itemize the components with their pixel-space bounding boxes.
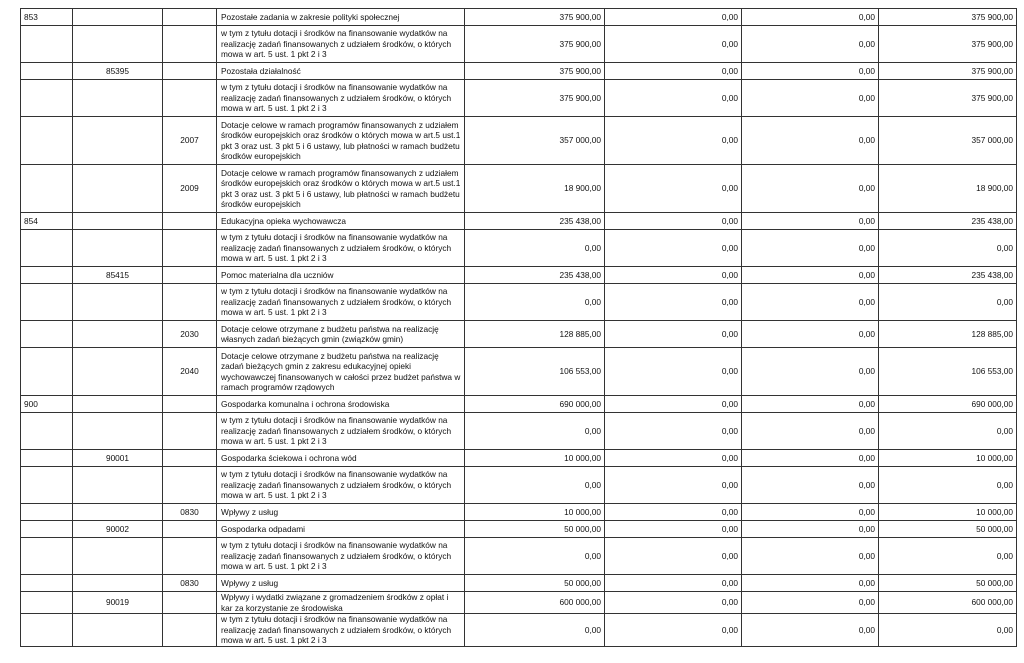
cell-dzial: 900: [21, 396, 73, 413]
cell-rozdzial: [73, 26, 163, 63]
cell-paragraf: [163, 284, 217, 321]
table-row: [21, 267, 1017, 284]
cell-rozdzial: [73, 504, 163, 521]
cell-dzial: [21, 284, 73, 321]
cell-increase: 0,00: [742, 284, 879, 321]
cell-description: w tym z tytułu dotacji i środków na finansowanie wydatków na realizację zadań finansowanych z udziałem środków, o których mowa w art. 5 ust. 1 pkt 2 i 3: [217, 413, 465, 450]
cell-plan: 0,00: [465, 538, 605, 575]
cell-after-change: 375 900,00: [879, 26, 1017, 63]
cell-rozdzial: [73, 538, 163, 575]
table-row: [21, 467, 1017, 504]
cell-description: Dotacje celowe w ramach programów finansowanych z udziałem środków europejskich oraz środków o których mowa w art.5 ust.1 pkt 3 oraz ust. 3 pkt 5 i 6 ustawy, lub płatności w ramach budżetu środków europejskich: [217, 165, 465, 213]
cell-description: Dotacje celowe otrzymane z budżetu państwa na realizację zadań bieżących gmin z zakresu edukacyjnej opieki wychowawczej finansowanych w całości przez budżet państwa w ramach programów rządowych: [217, 348, 465, 396]
cell-increase: 0,00: [742, 117, 879, 165]
cell-decrease: 0,00: [605, 396, 742, 413]
cell-increase: 0,00: [742, 213, 879, 230]
cell-description: w tym z tytułu dotacji i środków na finansowanie wydatków na realizację zadań finansowanych z udziałem środków, o których mowa w art. 5 ust. 1 pkt 2 i 3: [217, 26, 465, 63]
cell-decrease: 0,00: [605, 575, 742, 592]
table-row: [21, 213, 1017, 230]
cell-decrease: 0,00: [605, 63, 742, 80]
cell-paragraf: 2040: [163, 348, 217, 396]
cell-increase: 0,00: [742, 450, 879, 467]
cell-rozdzial: [73, 230, 163, 267]
cell-rozdzial: [73, 284, 163, 321]
budget-table: [20, 8, 1017, 647]
cell-plan: 50 000,00: [465, 575, 605, 592]
cell-after-change: 357 000,00: [879, 117, 1017, 165]
cell-after-change: 106 553,00: [879, 348, 1017, 396]
cell-paragraf: [163, 538, 217, 575]
cell-after-change: 235 438,00: [879, 213, 1017, 230]
table-row: [21, 230, 1017, 267]
cell-increase: 0,00: [742, 80, 879, 117]
cell-increase: 0,00: [742, 413, 879, 450]
table-row: [21, 450, 1017, 467]
cell-plan: 0,00: [465, 230, 605, 267]
cell-dzial: [21, 117, 73, 165]
cell-decrease: 0,00: [605, 26, 742, 63]
cell-after-change: 375 900,00: [879, 9, 1017, 26]
cell-rozdzial: [73, 213, 163, 230]
cell-rozdzial: [73, 413, 163, 450]
cell-rozdzial: [73, 467, 163, 504]
cell-paragraf: [163, 9, 217, 26]
cell-dzial: 853: [21, 9, 73, 26]
table-row: [21, 321, 1017, 348]
cell-after-change: 128 885,00: [879, 321, 1017, 348]
table-row: [21, 63, 1017, 80]
cell-paragraf: [163, 267, 217, 284]
cell-plan: 128 885,00: [465, 321, 605, 348]
cell-paragraf: [163, 450, 217, 467]
cell-decrease: 0,00: [605, 467, 742, 504]
table-row: [21, 80, 1017, 117]
cell-after-change: 375 900,00: [879, 63, 1017, 80]
cell-rozdzial: 85415: [73, 267, 163, 284]
cell-increase: 0,00: [742, 504, 879, 521]
cell-dzial: 854: [21, 213, 73, 230]
cell-description: w tym z tytułu dotacji i środków na finansowanie wydatków na realizację zadań finansowanych z udziałem środków, o których mowa w art. 5 ust. 1 pkt 2 i 3: [217, 80, 465, 117]
cell-dzial: [21, 230, 73, 267]
cell-paragraf: [163, 396, 217, 413]
cell-paragraf: [163, 230, 217, 267]
cell-after-change: 0,00: [879, 467, 1017, 504]
table-row: [21, 284, 1017, 321]
cell-decrease: 0,00: [605, 450, 742, 467]
cell-plan: 375 900,00: [465, 26, 605, 63]
cell-dzial: [21, 504, 73, 521]
cell-increase: 0,00: [742, 521, 879, 538]
cell-decrease: 0,00: [605, 9, 742, 26]
cell-paragraf: 2009: [163, 165, 217, 213]
cell-description: Dotacje celowe otrzymane z budżetu państwa na realizację własnych zadań bieżących gmin (związków gmin): [217, 321, 465, 348]
cell-plan: 357 000,00: [465, 117, 605, 165]
cell-description: Pozostałe zadania w zakresie polityki społecznej: [217, 9, 465, 26]
cell-after-change: 10 000,00: [879, 504, 1017, 521]
cell-paragraf: [163, 614, 217, 647]
cell-plan: 375 900,00: [465, 63, 605, 80]
cell-decrease: 0,00: [605, 413, 742, 450]
cell-plan: 10 000,00: [465, 450, 605, 467]
cell-decrease: 0,00: [605, 521, 742, 538]
cell-increase: 0,00: [742, 165, 879, 213]
cell-paragraf: [163, 26, 217, 63]
cell-increase: 0,00: [742, 538, 879, 575]
table-row: [21, 9, 1017, 26]
cell-decrease: 0,00: [605, 321, 742, 348]
cell-decrease: 0,00: [605, 230, 742, 267]
cell-decrease: 0,00: [605, 538, 742, 575]
cell-paragraf: 2007: [163, 117, 217, 165]
cell-increase: 0,00: [742, 9, 879, 26]
table-row: [21, 117, 1017, 165]
cell-after-change: 600 000,00: [879, 592, 1017, 614]
cell-dzial: [21, 413, 73, 450]
table-row: [21, 592, 1017, 614]
cell-after-change: 690 000,00: [879, 396, 1017, 413]
cell-after-change: 235 438,00: [879, 267, 1017, 284]
cell-dzial: [21, 26, 73, 63]
cell-description: Wpływy z usług: [217, 504, 465, 521]
cell-increase: 0,00: [742, 467, 879, 504]
cell-increase: 0,00: [742, 592, 879, 614]
cell-rozdzial: 85395: [73, 63, 163, 80]
cell-increase: 0,00: [742, 614, 879, 647]
cell-paragraf: 0830: [163, 504, 217, 521]
cell-decrease: 0,00: [605, 267, 742, 284]
cell-rozdzial: [73, 9, 163, 26]
cell-dzial: [21, 267, 73, 284]
cell-dzial: [21, 592, 73, 614]
cell-description: Pomoc materialna dla uczniów: [217, 267, 465, 284]
cell-decrease: 0,00: [605, 504, 742, 521]
cell-dzial: [21, 575, 73, 592]
cell-plan: 0,00: [465, 614, 605, 647]
cell-rozdzial: 90002: [73, 521, 163, 538]
cell-increase: 0,00: [742, 396, 879, 413]
cell-description: Gospodarka komunalna i ochrona środowiska: [217, 396, 465, 413]
cell-dzial: [21, 450, 73, 467]
table-row: [21, 413, 1017, 450]
cell-plan: 0,00: [465, 467, 605, 504]
cell-decrease: 0,00: [605, 348, 742, 396]
cell-dzial: [21, 614, 73, 647]
cell-description: w tym z tytułu dotacji i środków na finansowanie wydatków na realizację zadań finansowanych z udziałem środków, o których mowa w art. 5 ust. 1 pkt 2 i 3: [217, 614, 465, 647]
cell-after-change: 50 000,00: [879, 521, 1017, 538]
cell-paragraf: 0830: [163, 575, 217, 592]
cell-rozdzial: [73, 117, 163, 165]
cell-increase: 0,00: [742, 267, 879, 284]
cell-plan: 600 000,00: [465, 592, 605, 614]
cell-rozdzial: [73, 396, 163, 413]
cell-description: w tym z tytułu dotacji i środków na finansowanie wydatków na realizację zadań finansowanych z udziałem środków, o których mowa w art. 5 ust. 1 pkt 2 i 3: [217, 538, 465, 575]
cell-decrease: 0,00: [605, 80, 742, 117]
cell-after-change: 0,00: [879, 230, 1017, 267]
cell-decrease: 0,00: [605, 284, 742, 321]
cell-after-change: 0,00: [879, 614, 1017, 647]
cell-paragraf: [163, 521, 217, 538]
cell-plan: 375 900,00: [465, 9, 605, 26]
cell-description: Dotacje celowe w ramach programów finansowanych z udziałem środków europejskich oraz środków o których mowa w art.5 ust.1 pkt 3 oraz ust. 3 pkt 5 i 6 ustawy, lub płatności w ramach budżetu środków europejskich: [217, 117, 465, 165]
cell-dzial: [21, 63, 73, 80]
table-row: [21, 504, 1017, 521]
cell-after-change: 0,00: [879, 413, 1017, 450]
cell-increase: 0,00: [742, 575, 879, 592]
cell-dzial: [21, 165, 73, 213]
cell-paragraf: [163, 63, 217, 80]
cell-after-change: 375 900,00: [879, 80, 1017, 117]
cell-decrease: 0,00: [605, 165, 742, 213]
cell-dzial: [21, 321, 73, 348]
cell-dzial: [21, 467, 73, 504]
table-row: [21, 26, 1017, 63]
cell-plan: 106 553,00: [465, 348, 605, 396]
cell-rozdzial: [73, 165, 163, 213]
table-row: [21, 396, 1017, 413]
cell-plan: 235 438,00: [465, 267, 605, 284]
cell-description: Pozostała działalność: [217, 63, 465, 80]
cell-plan: 0,00: [465, 413, 605, 450]
table-row: [21, 575, 1017, 592]
table-row: [21, 348, 1017, 396]
cell-rozdzial: [73, 575, 163, 592]
cell-dzial: [21, 348, 73, 396]
cell-increase: 0,00: [742, 63, 879, 80]
cell-increase: 0,00: [742, 321, 879, 348]
cell-decrease: 0,00: [605, 614, 742, 647]
cell-after-change: 10 000,00: [879, 450, 1017, 467]
cell-description: Wpływy i wydatki związane z gromadzeniem środków z opłat i kar za korzystanie ze środowiska: [217, 592, 465, 614]
cell-rozdzial: [73, 321, 163, 348]
table-row: [21, 521, 1017, 538]
cell-paragraf: [163, 80, 217, 117]
cell-decrease: 0,00: [605, 213, 742, 230]
cell-description: Edukacyjna opieka wychowawcza: [217, 213, 465, 230]
table-row: [21, 538, 1017, 575]
cell-paragraf: [163, 467, 217, 504]
table-row: [21, 614, 1017, 647]
cell-after-change: 50 000,00: [879, 575, 1017, 592]
cell-description: w tym z tytułu dotacji i środków na finansowanie wydatków na realizację zadań finansowanych z udziałem środków, o których mowa w art. 5 ust. 1 pkt 2 i 3: [217, 230, 465, 267]
cell-plan: 10 000,00: [465, 504, 605, 521]
cell-after-change: 18 900,00: [879, 165, 1017, 213]
cell-dzial: [21, 521, 73, 538]
cell-rozdzial: [73, 80, 163, 117]
cell-plan: 0,00: [465, 284, 605, 321]
cell-description: Gospodarka ściekowa i ochrona wód: [217, 450, 465, 467]
cell-after-change: 0,00: [879, 538, 1017, 575]
table-row: [21, 165, 1017, 213]
cell-paragraf: [163, 413, 217, 450]
cell-description: w tym z tytułu dotacji i środków na finansowanie wydatków na realizację zadań finansowanych z udziałem środków, o których mowa w art. 5 ust. 1 pkt 2 i 3: [217, 467, 465, 504]
cell-decrease: 0,00: [605, 592, 742, 614]
cell-dzial: [21, 538, 73, 575]
cell-increase: 0,00: [742, 230, 879, 267]
cell-description: w tym z tytułu dotacji i środków na finansowanie wydatków na realizację zadań finansowanych z udziałem środków, o których mowa w art. 5 ust. 1 pkt 2 i 3: [217, 284, 465, 321]
cell-plan: 690 000,00: [465, 396, 605, 413]
budget-table-body: [21, 9, 1017, 647]
cell-rozdzial: 90001: [73, 450, 163, 467]
cell-description: Wpływy z usług: [217, 575, 465, 592]
cell-paragraf: [163, 592, 217, 614]
cell-plan: 18 900,00: [465, 165, 605, 213]
cell-plan: 235 438,00: [465, 213, 605, 230]
cell-rozdzial: [73, 348, 163, 396]
cell-after-change: 0,00: [879, 284, 1017, 321]
cell-paragraf: 2030: [163, 321, 217, 348]
cell-rozdzial: 90019: [73, 592, 163, 614]
cell-paragraf: [163, 213, 217, 230]
cell-plan: 375 900,00: [465, 80, 605, 117]
cell-plan: 50 000,00: [465, 521, 605, 538]
cell-decrease: 0,00: [605, 117, 742, 165]
cell-rozdzial: [73, 614, 163, 647]
cell-dzial: [21, 80, 73, 117]
cell-description: Gospodarka odpadami: [217, 521, 465, 538]
cell-increase: 0,00: [742, 348, 879, 396]
cell-increase: 0,00: [742, 26, 879, 63]
